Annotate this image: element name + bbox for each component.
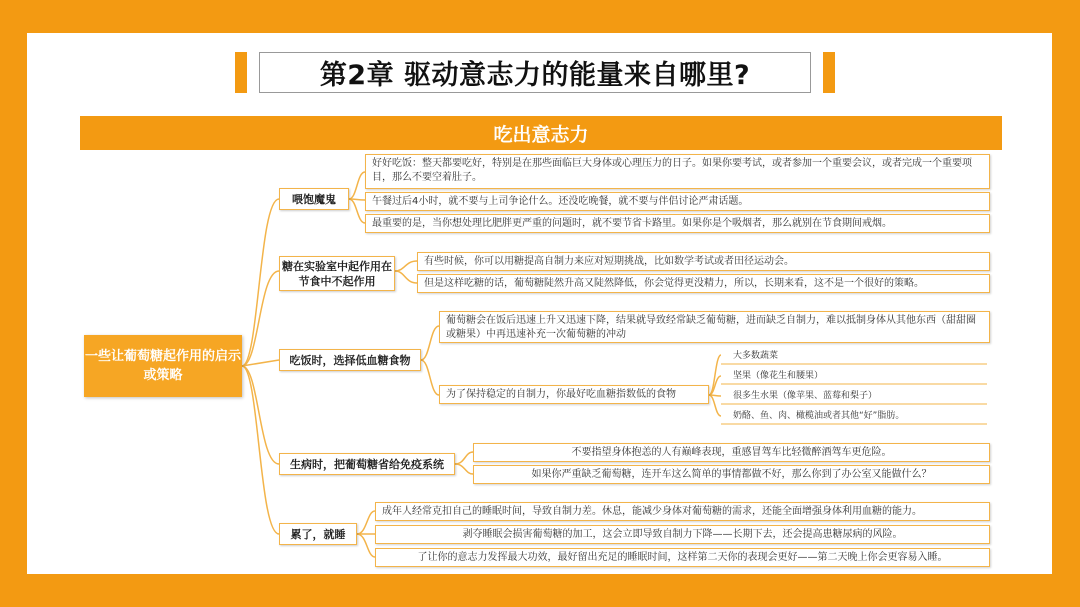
connector-root-b4 (242, 366, 279, 464)
leaf-glucose-spike: 葡萄糖会在饭后迅速上升又迅速下降，结果就导致经常缺乏葡萄糖，进而缺乏自制力，难以抵制身体从其他东西（甜甜圈或糖果）中再迅速补充一次葡萄糖的冲动 (439, 311, 990, 343)
leaf-low-gi-advice: 为了保持稳定的自制力，你最好吃血糖指数低的食物 (439, 385, 709, 404)
section-banner: 吃出意志力 (80, 116, 1002, 150)
connector-b1-l3 (349, 199, 365, 223)
connector-b2-l1 (395, 261, 417, 271)
connector-root-b1 (242, 199, 279, 366)
leaf-office-question: 如果你严重缺乏葡萄糖，连开车这么简单的事情都做不好，那么你到了办公室又能做什么？ (473, 465, 990, 484)
connector-b3-l2 (421, 360, 439, 395)
branch-sugar-lab: 糖在实验室中起作用在节食中不起作用 (279, 256, 395, 291)
connector-b2-l2 (395, 271, 417, 283)
connector-food-1 (709, 355, 721, 395)
connector-b4-l2 (455, 464, 473, 474)
chapter-title: 第2章 驱动意志力的能量来自哪里? (259, 52, 811, 93)
leaf-avoid-argue: 午餐过后4小时，就不要与上司争论什么。还没吃晚餐，就不要与伴侣讨论严肃话题。 (365, 192, 990, 211)
leaf-sleep-glucose: 剥夺睡眠会损害葡萄糖的加工，这会立即导致自制力下降——长期下去，还会提高患糖尿病的风险。 (375, 525, 990, 544)
connector-root-b2 (242, 271, 279, 366)
leaf-eat-well: 好好吃饭：整天都要吃好，特别是在那些面临巨大身体或心理压力的日子。如果你要考试，或者参加一个重要会议，或者完成一个重要项目，那么不要空着肚子。 (365, 154, 990, 189)
leaf-sleep-advice: 了让你的意志力发挥最大功效，最好留出充足的睡眠时间，这样第二天你的表现会更好——第二天晚上你会更容易入睡。 (375, 548, 990, 567)
connector-food-4 (709, 395, 721, 416)
leaf-dont-cut-calories: 最重要的是，当你想处理比肥胖更严重的问题时，就不要节省卡路里。如果你是个吸烟者，那么就别在节食期间戒烟。 (365, 214, 990, 233)
branch-illness: 生病时，把葡萄糖省给免疫系统 (279, 453, 455, 475)
connector-root-b5 (242, 366, 279, 534)
food-item-fruits: 很多生水果（像苹果、蓝莓和梨子） (733, 391, 878, 401)
leaf-sick-driving: 不要指望身体抱恙的人有巅峰表现，重感冒驾车比轻微醉酒驾车更危险。 (473, 443, 990, 462)
leaf-short-term-sugar: 有些时候，你可以用糖提高自制力来应对短期挑战，比如数学考试或者田径运动会。 (417, 252, 990, 271)
branch-feed-the-devil: 喂饱魔鬼 (279, 188, 349, 210)
leaf-sugar-crash: 但是这样吃糖的话，葡萄糖陡然升高又陡然降低，你会觉得更没精力，所以，长期来看，这不是一个很好的策略。 (417, 274, 990, 293)
connector-b1-l1 (349, 172, 365, 199)
food-item-nuts: 坚果（像花生和腰果） (733, 371, 824, 381)
food-item-fats: 奶酪、鱼、肉、橄榄油或者其他“好”脂肪。 (733, 411, 905, 421)
mindmap-connectors (27, 33, 1052, 574)
slide-canvas (27, 33, 1052, 574)
branch-sleep: 累了，就睡 (279, 523, 357, 545)
leaf-sleep-deprivation: 成年人经常克扣自己的睡眠时间，导致自制力差。休息，能减少身体对葡萄糖的需求，还能全面增强身体利用血糖的能力。 (375, 502, 990, 521)
mindmap-root: 一些让葡萄糖起作用的启示或策略 (84, 335, 242, 397)
connector-b3-l1 (421, 326, 439, 360)
connector-b5-l3 (357, 534, 375, 557)
connector-b4-l1 (455, 452, 473, 464)
food-item-vegetables: 大多数蔬菜 (733, 351, 779, 361)
connector-b5-l1 (357, 511, 375, 534)
branch-low-gi-food: 吃饭时，选择低血糖食物 (279, 349, 421, 371)
